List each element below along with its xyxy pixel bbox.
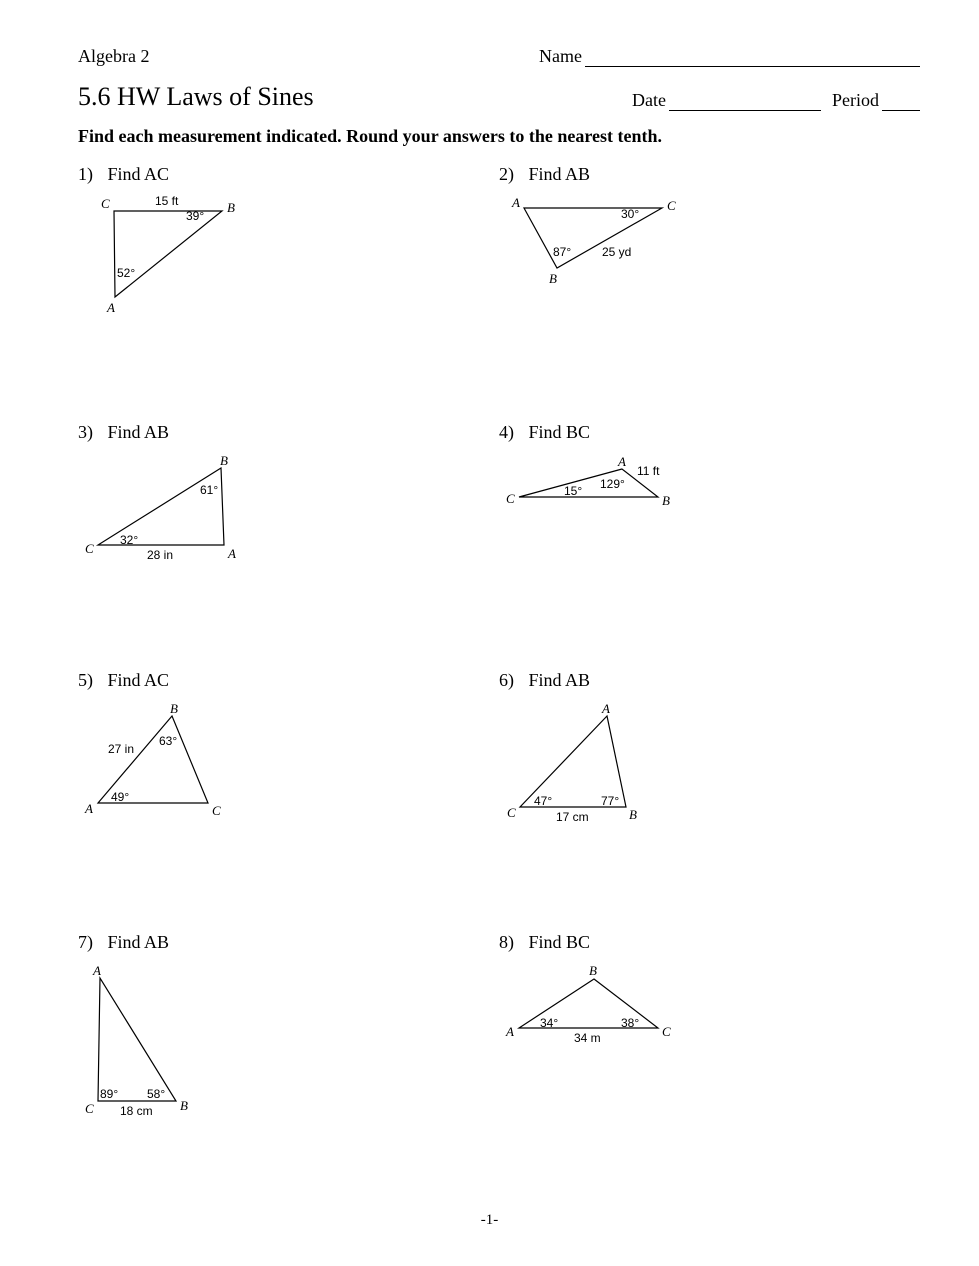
- vertex-label: B: [180, 1098, 188, 1113]
- vertex-label: C: [85, 1101, 94, 1116]
- vertex-label: C: [507, 805, 516, 820]
- angle-label: 30°: [621, 207, 640, 221]
- problem-prompt: Find AB: [107, 932, 170, 952]
- vertex-label: A: [618, 454, 626, 469]
- angle-label: 58°: [147, 1087, 166, 1101]
- problem-number: 3): [78, 422, 93, 442]
- angle-label: 52°: [117, 266, 136, 280]
- triangle-outline: [98, 978, 176, 1101]
- angle-label: 15°: [564, 484, 583, 498]
- side-label: 27 in: [108, 742, 135, 756]
- course-name: Algebra 2: [78, 46, 150, 66]
- problem-number: 7): [78, 932, 93, 952]
- angle-label: 61°: [200, 483, 219, 497]
- problem-prompt: Find BC: [528, 422, 591, 442]
- problem-number: 4): [499, 422, 514, 442]
- problem-prompt: Find AC: [107, 670, 170, 690]
- vertex-label: B: [629, 807, 637, 822]
- problem-prompt: Find AB: [528, 164, 591, 184]
- vertex-label: C: [101, 196, 110, 211]
- date-label: Date: [632, 90, 666, 110]
- side-label: 25 yd: [602, 245, 632, 259]
- page-number: -1-: [480, 1212, 499, 1228]
- angle-label: 89°: [100, 1087, 119, 1101]
- vertex-label: C: [85, 541, 94, 556]
- angle-label: 39°: [186, 209, 205, 223]
- vertex-label: C: [667, 198, 676, 213]
- vertex-label: C: [212, 803, 221, 818]
- vertex-label: A: [506, 1024, 514, 1039]
- vertex-label: A: [85, 801, 93, 816]
- name-label: Name: [539, 46, 582, 66]
- vertex-label: B: [170, 701, 178, 716]
- triangle-5: [84, 701, 221, 818]
- angle-label: 34°: [540, 1016, 559, 1030]
- period-label: Period: [832, 90, 879, 110]
- problem-number: 2): [499, 164, 514, 184]
- side-label: 18 cm: [120, 1104, 153, 1118]
- triangle-1: [101, 194, 235, 315]
- side-label: 34 m: [574, 1031, 601, 1045]
- angle-label: 63°: [159, 734, 178, 748]
- angle-label: 129°: [600, 477, 625, 491]
- angle-label: 38°: [621, 1016, 640, 1030]
- vertex-label: B: [220, 453, 228, 468]
- vertex-label: B: [227, 200, 235, 215]
- angle-label: 49°: [111, 790, 130, 804]
- vertex-label: A: [93, 963, 101, 978]
- side-label: 17 cm: [556, 810, 589, 824]
- problem-number: 6): [499, 670, 514, 690]
- triangle-4: [506, 454, 670, 508]
- vertex-label: B: [589, 963, 597, 978]
- vertex-label: B: [662, 493, 670, 508]
- problem-prompt: Find AB: [107, 422, 170, 442]
- problem-number: 8): [499, 932, 514, 952]
- triangle-outline: [98, 468, 224, 545]
- problem-prompt: Find AC: [107, 164, 170, 184]
- problem-number: 5): [78, 670, 93, 690]
- vertex-label: A: [228, 546, 236, 561]
- side-label: 15 ft: [155, 194, 179, 208]
- triangle-outline: [524, 208, 662, 268]
- triangle-3: [85, 453, 236, 562]
- vertex-label: C: [662, 1024, 671, 1039]
- angle-label: 87°: [553, 245, 572, 259]
- triangle-7: [85, 963, 188, 1118]
- problem-prompt: Find BC: [528, 932, 591, 952]
- angle-label: 77°: [601, 794, 620, 808]
- vertex-label: A: [107, 300, 115, 315]
- triangle-8: [505, 963, 671, 1045]
- page-title: 5.6 HW Laws of Sines: [78, 82, 314, 111]
- vertex-label: B: [549, 271, 557, 286]
- problem-prompt: Find AB: [528, 670, 591, 690]
- vertex-label: A: [512, 195, 520, 210]
- side-label: 28 in: [147, 548, 174, 562]
- triangle-6: [507, 701, 637, 824]
- vertex-label: A: [602, 701, 610, 716]
- vertex-label: C: [506, 491, 515, 506]
- triangle-outline: [114, 211, 222, 297]
- angle-label: 32°: [120, 533, 139, 547]
- instructions: Find each measurement indicated. Round your answers to the nearest tenth.: [78, 126, 662, 146]
- angle-label: 47°: [534, 794, 553, 808]
- triangle-2: [511, 195, 676, 286]
- side-label: 11 ft: [637, 464, 660, 478]
- problem-number: 1): [78, 164, 93, 184]
